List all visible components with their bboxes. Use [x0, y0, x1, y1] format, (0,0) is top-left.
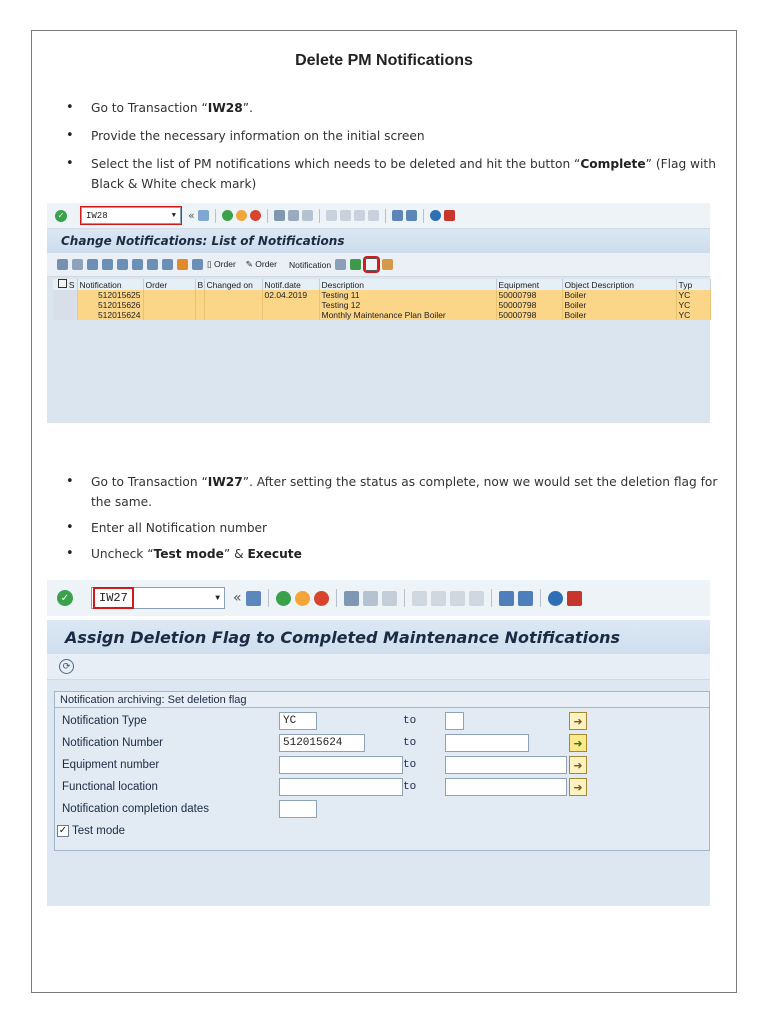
sap-screen-iw27 — [47, 580, 710, 906]
completion-dates-label: Notification completion dates — [62, 803, 210, 815]
filter-icon[interactable] — [147, 259, 158, 270]
equipment-number-to-field[interactable] — [445, 756, 567, 774]
cell-object-description: Boiler — [562, 300, 676, 310]
command-field[interactable] — [81, 207, 181, 224]
column-header-s[interactable]: S — [53, 279, 77, 290]
separator — [215, 209, 216, 223]
cancel-icon[interactable] — [250, 210, 261, 221]
last-page-icon[interactable] — [469, 591, 484, 606]
table-row[interactable] — [53, 290, 710, 300]
table-row[interactable] — [53, 310, 710, 320]
select-all-grid-icon[interactable] — [58, 279, 67, 288]
test-mode-label: Test mode — [72, 825, 126, 837]
row-selector[interactable] — [53, 300, 77, 310]
next-page-icon[interactable] — [354, 210, 365, 221]
screen-title: Change Notifications: List of Notifications — [47, 229, 710, 253]
cell-notif-date — [262, 310, 319, 320]
multiple-selection-button[interactable] — [569, 778, 587, 796]
cancel-icon[interactable] — [314, 591, 329, 606]
print-icon[interactable] — [344, 591, 359, 606]
functional-location-label: Functional location — [62, 781, 158, 793]
cell-notification: 512015624 — [77, 310, 143, 320]
sap-screen-iw28 — [47, 203, 710, 429]
notification-type-to-field[interactable] — [445, 712, 464, 730]
back-nav-icon[interactable]: « — [233, 590, 242, 606]
cell-notification: 512015625 — [77, 290, 143, 300]
save-icon[interactable] — [246, 591, 261, 606]
separator — [336, 589, 337, 607]
bullet-list-top — [66, 98, 726, 194]
multiple-selection-button[interactable] — [569, 734, 587, 752]
command-field[interactable] — [91, 587, 225, 609]
deselect-all-icon[interactable] — [117, 259, 128, 270]
cell-changed-on — [204, 310, 262, 320]
multiple-selection-button[interactable] — [569, 756, 587, 774]
arrow-right-icon: ➜ — [573, 736, 583, 750]
page-title: Delete PM Notifications — [295, 52, 473, 69]
details-icon[interactable] — [87, 259, 98, 270]
print-icon[interactable] — [274, 210, 285, 221]
first-page-icon[interactable] — [412, 591, 427, 606]
cell-order — [143, 310, 195, 320]
find-next-icon[interactable] — [302, 210, 313, 221]
display-icon[interactable] — [57, 259, 68, 270]
column-header-description[interactable]: Description — [319, 279, 496, 290]
bullet-item: • Enter all Notification number — [66, 518, 726, 538]
cell-object-description: Boiler — [562, 290, 676, 300]
cell-equipment: 50000798 — [496, 300, 562, 310]
table-header — [53, 279, 710, 290]
command-value: IW27 — [96, 590, 131, 606]
arrow-right-icon: ➜ — [573, 758, 583, 772]
to-label: to — [403, 759, 417, 771]
bullet-item: • Go to Transaction “IW28”. — [66, 98, 726, 118]
cell-equipment: 50000798 — [496, 290, 562, 300]
notification-icon[interactable] — [335, 259, 346, 270]
find-icon[interactable] — [363, 591, 378, 606]
back-icon[interactable] — [276, 591, 291, 606]
column-header-changed-on[interactable]: Changed on — [204, 279, 262, 290]
separator — [423, 209, 424, 223]
shortcut-icon[interactable] — [518, 591, 533, 606]
exit-icon[interactable] — [295, 591, 310, 606]
cell-b — [195, 310, 204, 320]
find-next-icon[interactable] — [382, 591, 397, 606]
back-icon[interactable] — [222, 210, 233, 221]
application-toolbar — [47, 654, 710, 680]
cell-changed-on — [204, 290, 262, 300]
previous-page-icon[interactable] — [340, 210, 351, 221]
command-value: IW28 — [86, 210, 108, 221]
notification-button[interactable]: Notification — [289, 259, 332, 270]
completion-dates-field[interactable] — [279, 800, 317, 818]
first-page-icon[interactable] — [326, 210, 337, 221]
select-all-icon[interactable] — [102, 259, 113, 270]
notification-table — [53, 279, 710, 320]
functional-location-from-field[interactable] — [279, 778, 403, 796]
new-session-icon[interactable] — [499, 591, 514, 606]
to-label: to — [403, 737, 417, 749]
dropdown-arrow-icon[interactable]: ▼ — [171, 211, 176, 220]
separator — [385, 209, 386, 223]
cell-order — [143, 300, 195, 310]
column-header-equipment[interactable]: Equipment — [496, 279, 562, 290]
print-notification-icon[interactable] — [382, 259, 393, 270]
notification-type-label: Notification Type — [62, 715, 147, 727]
enter-icon[interactable]: ✓ — [57, 590, 73, 606]
chart-icon[interactable] — [177, 259, 188, 270]
find-icon[interactable] — [288, 210, 299, 221]
help-icon[interactable] — [548, 591, 563, 606]
selection-screen — [47, 680, 710, 906]
cell-equipment: 50000798 — [496, 310, 562, 320]
order-change-button[interactable]: ✎ Order — [245, 259, 277, 269]
cell-b — [195, 290, 204, 300]
order-create-button[interactable]: ▯ Order — [207, 259, 236, 269]
column-header-order[interactable]: Order — [143, 279, 195, 290]
enter-icon[interactable]: ✓ — [55, 210, 67, 222]
cell-description: Testing 12 — [319, 300, 496, 310]
layout-icon[interactable] — [567, 591, 582, 606]
separator — [268, 589, 269, 607]
table-row[interactable] — [53, 300, 710, 310]
dropdown-arrow-icon[interactable]: ▼ — [215, 593, 220, 603]
bullet-item: • Uncheck “Test mode” & Execute — [66, 544, 726, 564]
functional-location-to-field[interactable] — [445, 778, 567, 796]
cell-typ: YC — [676, 290, 710, 300]
notification-list-area — [47, 277, 710, 423]
cell-notif-date: 02.04.2019 — [262, 290, 319, 300]
to-label: to — [403, 715, 417, 727]
test-mode-checkbox[interactable] — [57, 822, 125, 840]
column-header-notif-date[interactable]: Notif.date — [262, 279, 319, 290]
separator — [540, 589, 541, 607]
column-header-b[interactable]: B — [195, 279, 204, 290]
cell-object-description: Boiler — [562, 310, 676, 320]
frame-title: Notification archiving: Set deletion flag — [55, 692, 709, 708]
cell-notif-date — [262, 300, 319, 310]
notification-type-from-field[interactable]: YC — [279, 712, 317, 730]
bullet-item: • Provide the necessary information on the initial screen — [66, 126, 726, 146]
filter-options-icon[interactable] — [162, 259, 173, 270]
exit-icon[interactable] — [236, 210, 247, 221]
row-selector[interactable] — [53, 290, 77, 300]
sort-ascending-icon[interactable] — [132, 259, 143, 270]
flag-icon[interactable] — [350, 259, 361, 270]
column-header-notification[interactable]: Notification — [77, 279, 143, 290]
cell-description: Testing 11 — [319, 290, 496, 300]
column-header-object-description[interactable]: Object Description — [562, 279, 676, 290]
cell-typ: YC — [676, 300, 710, 310]
separator — [319, 209, 320, 223]
export-icon[interactable] — [192, 259, 203, 270]
application-toolbar — [47, 253, 710, 277]
back-nav-icon[interactable]: « — [188, 209, 195, 222]
notification-number-label: Notification Number — [62, 737, 163, 749]
cell-typ: YC — [676, 310, 710, 320]
cell-b — [195, 300, 204, 310]
new-session-icon[interactable] — [392, 210, 403, 221]
separator — [491, 589, 492, 607]
system-toolbar — [47, 580, 710, 616]
to-label: to — [403, 781, 417, 793]
notification-number-from-field[interactable]: 512015624 — [279, 734, 365, 752]
bullet-item: • Select the list of PM notifications which needs to be deleted and hit the button “Complete” (Flag with Black & White check mark) — [66, 154, 726, 194]
bullet-list-middle — [66, 472, 726, 564]
equipment-number-from-field[interactable] — [279, 756, 403, 774]
change-icon[interactable] — [72, 259, 83, 270]
layout-icon[interactable] — [444, 210, 455, 221]
checkbox-check-icon[interactable]: ✓ — [58, 824, 68, 836]
equipment-number-label: Equipment number — [62, 759, 160, 771]
screen-title: Assign Deletion Flag to Completed Maintenance Notifications — [47, 620, 710, 654]
separator — [267, 209, 268, 223]
cell-description: Monthly Maintenance Plan Boiler — [319, 310, 496, 320]
cell-changed-on — [204, 300, 262, 310]
arrow-right-icon: ➜ — [573, 780, 583, 794]
previous-page-icon[interactable] — [431, 591, 446, 606]
cell-notification: 512015626 — [77, 300, 143, 310]
next-page-icon[interactable] — [450, 591, 465, 606]
help-icon[interactable] — [430, 210, 441, 221]
row-selector[interactable] — [53, 310, 77, 320]
complete-flag-icon[interactable] — [365, 258, 378, 271]
multiple-selection-button[interactable] — [569, 712, 587, 730]
arrow-right-icon: ➜ — [573, 714, 583, 728]
cell-order — [143, 290, 195, 300]
shortcut-icon[interactable] — [406, 210, 417, 221]
last-page-icon[interactable] — [368, 210, 379, 221]
system-toolbar — [47, 203, 710, 229]
save-icon[interactable] — [198, 210, 209, 221]
bullet-item: • Go to Transaction “IW27”. After setting the status as complete, now we would set the deletion flag for the same. — [66, 472, 726, 512]
execute-icon[interactable]: ⟳ — [59, 659, 74, 674]
column-header-typ[interactable]: Typ — [676, 279, 710, 290]
separator — [404, 589, 405, 607]
notification-number-to-field[interactable] — [445, 734, 529, 752]
